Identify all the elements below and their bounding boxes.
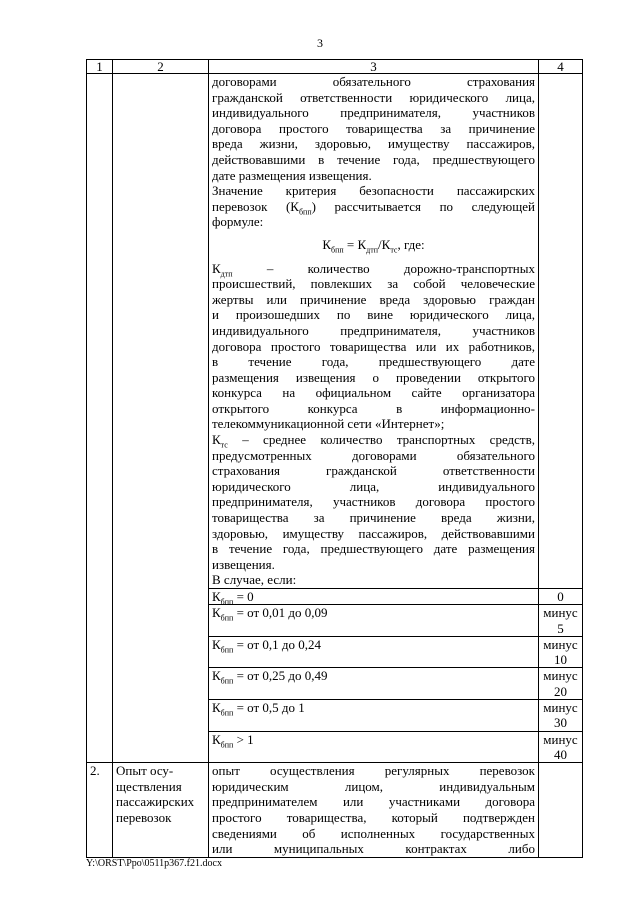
table-row [87, 74, 583, 589]
text-line: опыт осуществления регулярных перевозок [212, 763, 535, 779]
text-line: ществления [116, 778, 182, 794]
page-number: 3 [317, 36, 323, 50]
criterion-condition: $К_{бпп}$ = от 0,25 до 0,49 [209, 668, 539, 700]
text-line: конкурса на официальном сайте организатора [212, 385, 535, 401]
text-line: происшествий, повлекших за собой человеческие [212, 276, 535, 292]
criterion-condition: $К_{бпп} = 0$ [209, 589, 539, 605]
text-line: открытого конкурса в информационно- [212, 400, 535, 416]
text-line: предусмотренных договорами обязательного [212, 447, 535, 463]
text-line: товарищества за причинение вреда жизни, [212, 510, 535, 526]
text-line: перевозок $(К_{бпп})$ рассчитывается по следующей [212, 198, 535, 217]
text-line: страхования гражданской ответственности [212, 463, 535, 479]
text-line: юридическим лицом, индивидуальным [212, 778, 535, 794]
header-cell: 2 [113, 60, 209, 74]
text-line: договорами обязательного страхования [212, 74, 535, 89]
file-path-footer: Y:\ORST\Ppo\0511p367.f21.docx [86, 858, 222, 869]
text-line: формуле: [212, 214, 264, 230]
text-line: юридического лица, индивидуального [212, 478, 535, 494]
text-line: размещения извещения о проведении открытого [212, 369, 535, 385]
criterion-score: 0 [539, 589, 583, 605]
text-line: перевозок [116, 810, 172, 826]
row-title-cell [113, 74, 209, 763]
table-row [87, 763, 583, 858]
formula: $К_{бпп} = К_{дтп}/К_{тс}$, где: [322, 236, 425, 255]
text-line: Опыт осу- [116, 763, 174, 779]
text-line: или муниципальных контрактах либо [212, 841, 535, 857]
text-line: предпринимателя, участников договора простого [212, 494, 535, 510]
text-line: индивидуального предпринимателя, участников [212, 322, 535, 338]
criterion-score: минус 20 [539, 668, 583, 700]
text-line: предпринимателем или участниками договора [212, 794, 535, 810]
score-cell-empty [539, 74, 583, 589]
text-line: пассажирских [116, 794, 195, 810]
criteria-table [86, 59, 583, 858]
case-text: В случае, если: [212, 572, 297, 588]
row-number: 2. [87, 763, 113, 858]
text-line: дате размещения извещения. [212, 167, 372, 183]
text-line: извещения. [212, 556, 275, 572]
text-line: простого товарищества, который подтвержден [212, 810, 535, 826]
text-line: вреда жизни, здоровью, имуществу пассажиров, [212, 136, 535, 152]
text-line: индивидуального предпринимателя, участников [212, 105, 535, 121]
score-cell-empty [539, 763, 583, 858]
criterion-condition: $К_{бпп} > 1$ [209, 731, 539, 763]
intro-paragraph [212, 74, 535, 183]
criterion-paragraph [212, 183, 535, 230]
row-description [209, 763, 539, 858]
text-line: телекоммуникационной сети «Интернет»; [212, 416, 445, 432]
criterion-condition: $К_{бпп}$ = от 0,5 до 1 [209, 700, 539, 732]
text-line: гражданской ответственности юридического лица, [212, 89, 535, 105]
text-line: Значение критерия безопасности пассажирских [212, 183, 535, 199]
row-number-cell [87, 74, 113, 763]
criterion-score: минус 10 [539, 636, 583, 668]
table-header-row [87, 60, 583, 74]
header-cell: 1 [87, 60, 113, 74]
criterion-condition: $К_{бпп}$ = от 0,01 до 0,09 [209, 605, 539, 637]
text-line: сведениями об исполненных государственных [212, 825, 535, 841]
description-cell [209, 74, 539, 589]
criterion-score: минус 5 [539, 605, 583, 637]
header-cell: 3 [209, 60, 539, 74]
kdtp-definition [212, 261, 535, 433]
text-line: жертвы или причинение вреда здоровью граждан [212, 291, 535, 307]
kts-definition [212, 432, 535, 572]
text-line: в течение года, предшествующего дате [212, 354, 535, 370]
text-line: и произошедших по вине юридического лица, [212, 307, 535, 323]
text-line: договора простого товарищества или их работников, [212, 338, 535, 354]
text-line: здоровью, имуществу пассажиров, действовавшими [212, 525, 535, 541]
text-line: $К_{тс}$ – среднее количество транспортных средств, [212, 432, 535, 450]
header-cell: 4 [539, 60, 583, 74]
criterion-condition: $К_{бпп}$ = от 0,1 до 0,24 [209, 636, 539, 668]
row-title [113, 763, 209, 858]
criterion-score: минус 30 [539, 700, 583, 732]
text-line: договора простого товарищества за причинение [212, 120, 535, 136]
text-line: действовавшими в течение года, предшествующего [212, 151, 535, 167]
text-line: в течение года, предшествующего дате размещения [212, 541, 535, 557]
criterion-score: минус 40 [539, 731, 583, 763]
text-line: $К_{дтп}$ – количество дорожно-транспортных [212, 260, 535, 279]
